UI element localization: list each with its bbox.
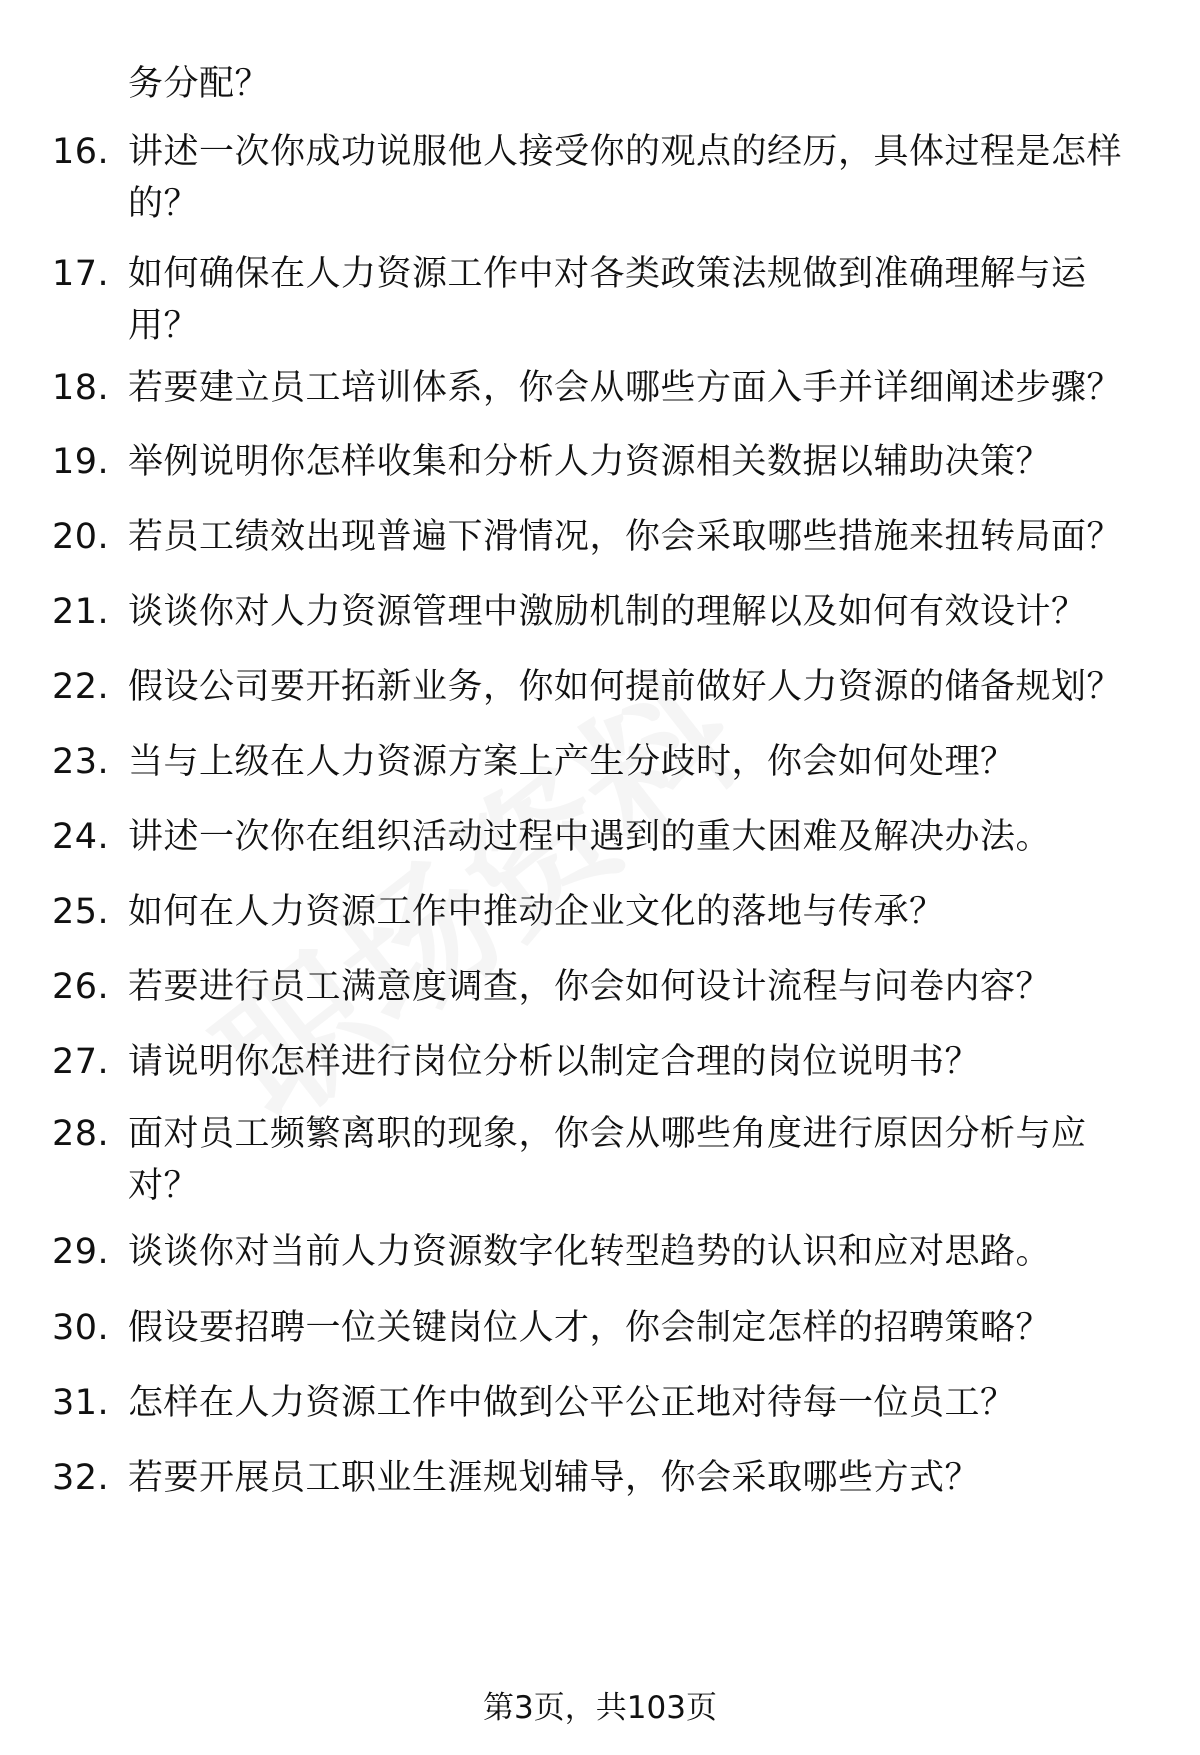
question-text: 举例说明你怎样收集和分析人力资源相关数据以辅助决策？ (128, 442, 1052, 482)
question-number: 26. (52, 967, 110, 1007)
question-number: 29. (52, 1232, 110, 1272)
question-number: 18. (52, 368, 110, 408)
question-text: 假设要招聘一位关键岗位人才，你会制定怎样的招聘策略？ (128, 1308, 1052, 1348)
question-number: 16. (52, 132, 110, 172)
question-number: 22. (52, 667, 110, 707)
question-text: 的？ (128, 184, 200, 224)
question-number: 27. (52, 1042, 110, 1082)
continuation-text: 务分配？ (128, 64, 271, 104)
question-text: 面对员工频繁离职的现象，你会从哪些角度进行原因分析与应 (128, 1114, 1087, 1154)
question-number: 20. (52, 517, 110, 557)
page-footer: 第3页，共103页 (483, 1690, 717, 1726)
question-number: 19. (52, 442, 110, 482)
question-text: 讲述一次你在组织活动过程中遇到的重大困难及解决办法。 (128, 817, 1052, 857)
question-text: 讲述一次你成功说服他人接受你的观点的经历，具体过程是怎样 (128, 132, 1123, 172)
question-text: 谈谈你对当前人力资源数字化转型趋势的认识和应对思路。 (128, 1232, 1052, 1272)
question-number: 30. (52, 1308, 110, 1348)
question-number: 25. (52, 892, 110, 932)
question-text: 若要建立员工培训体系，你会从哪些方面入手并详细阐述步骤？ (128, 368, 1123, 408)
question-text: 若要开展员工职业生涯规划辅导，你会采取哪些方式？ (128, 1458, 981, 1498)
question-text: 如何在人力资源工作中推动企业文化的落地与传承？ (128, 892, 945, 932)
question-text: 用？ (128, 306, 200, 346)
question-text: 若员工绩效出现普遍下滑情况，你会采取哪些措施来扭转局面？ (128, 517, 1123, 557)
question-text: 谈谈你对人力资源管理中激励机制的理解以及如何有效设计？ (128, 592, 1087, 632)
question-text: 对？ (128, 1166, 200, 1206)
question-text: 怎样在人力资源工作中做到公平公正地对待每一位员工？ (128, 1383, 1016, 1423)
question-number: 23. (52, 742, 110, 782)
question-number: 32. (52, 1458, 110, 1498)
question-number: 17. (52, 254, 110, 294)
question-text: 如何确保在人力资源工作中对各类政策法规做到准确理解与运 (128, 254, 1087, 294)
question-number: 24. (52, 817, 110, 857)
question-text: 假设公司要开拓新业务，你如何提前做好人力资源的储备规划？ (128, 667, 1123, 707)
question-number: 28. (52, 1114, 110, 1154)
question-text: 请说明你怎样进行岗位分析以制定合理的岗位说明书？ (128, 1042, 981, 1082)
question-text: 当与上级在人力资源方案上产生分歧时，你会如何处理？ (128, 742, 1016, 782)
question-number: 21. (52, 592, 110, 632)
question-number: 31. (52, 1383, 110, 1423)
question-text: 若要进行员工满意度调查，你会如何设计流程与问卷内容？ (128, 967, 1052, 1007)
